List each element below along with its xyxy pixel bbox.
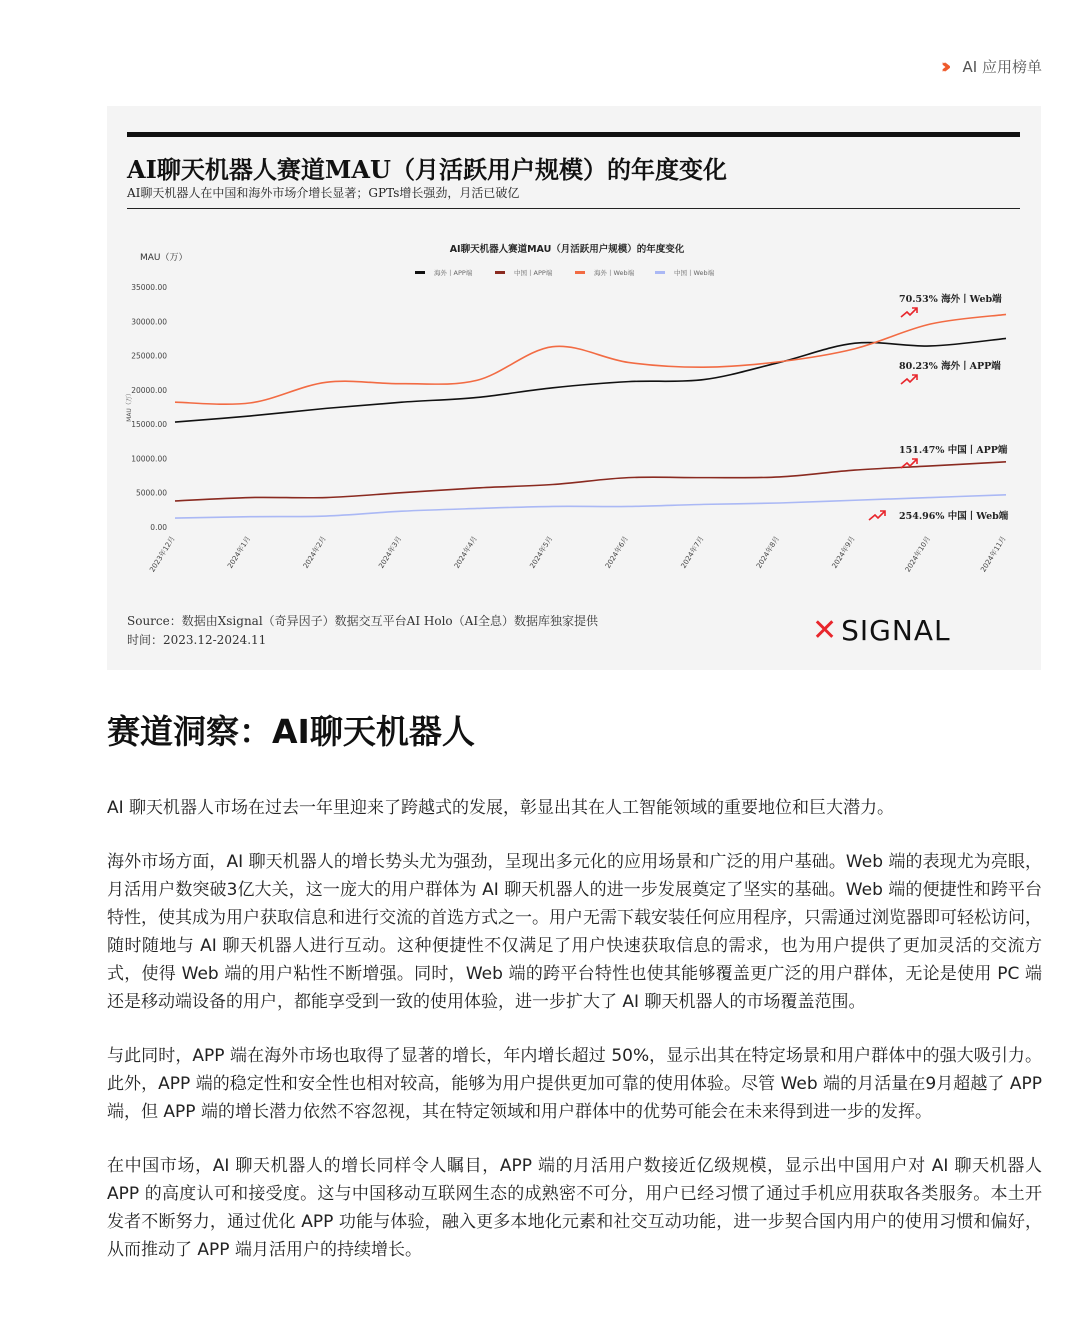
x-tick-label: 2024年5月 xyxy=(528,534,555,570)
series-line-0 xyxy=(175,338,1006,422)
legend-label: 中国丨APP端 xyxy=(514,269,553,277)
y-tick-label: 5000.00 xyxy=(135,488,167,498)
x-tick-label: 2024年2月 xyxy=(301,534,328,570)
series-line-2 xyxy=(175,314,1006,404)
line-chart xyxy=(107,106,1041,670)
article-heading: 赛道洞察：AI聊天机器人 xyxy=(107,712,475,751)
x-tick-label: 2024年9月 xyxy=(830,534,857,570)
annotation-label: 254.96% 中国丨Web端 xyxy=(899,511,1009,522)
legend-label: 海外丨Web端 xyxy=(594,269,635,277)
legend-swatch xyxy=(495,271,505,274)
card-title: AI聊天机器人赛道MAU（月活跃用户规模）的年度变化 xyxy=(127,155,727,184)
xsignal-logo xyxy=(812,613,951,648)
annotation-label: 80.23% 海外丨APP端 xyxy=(899,361,1001,372)
paragraph: 在中国市场，AI 聊天机器人的增长同样令人瞩目，APP 端的月活用户数接近亿级规模，显示出中国用户对 AI 聊天机器人 APP 的高度认可和接受度。这与中国移动互联网生态的成熟密不可分，用户已经习惯了通过手机应用获取各类服务。本土开发者不断努力，通过优化 APP 功能与体验，融入更多本地化元素和社交互动功能，进一步契合国内用户的使用习惯和偏好，从而推动了 APP 端月活用户的持续增长。 xyxy=(107,1156,1042,1260)
chart-inner-title: AI聊天机器人赛道MAU（月活跃用户规模）的年度变化 xyxy=(449,244,685,255)
section-label: AI 应用榜单 xyxy=(962,57,1042,76)
legend-swatch xyxy=(575,271,585,274)
source-note xyxy=(127,612,598,650)
annotation-label: 70.53% 海外丨Web端 xyxy=(899,294,1002,305)
paragraph: 与此同时，APP 端在海外市场也取得了显著的增长，年内增长超过 50%，显示出其在特定场景和用户群体中的强大吸引力。此外，APP 端的稳定性和安全性也相对较高，能够为用户提供更加可靠的使用体验。尽管 Web 端的月活量在9月超越了 APP 端，但 APP 端的增长潜力依然不容忽视，其在特定领域和用户群体中的优势可能会在未来得到进一步的发挥。 xyxy=(107,1046,1042,1122)
y-axis-label: MAU（万） xyxy=(126,390,133,422)
y-axis-label-top: MAU（万） xyxy=(140,253,188,263)
card-subtitle: AI聊天机器人在中国和海外市场介增长显著；GPTs增长强劲，月活已破亿 xyxy=(127,186,520,200)
section-header xyxy=(941,54,1042,78)
x-tick-label: 2024年1月 xyxy=(226,534,253,570)
x-tick-label: 2024年8月 xyxy=(755,534,782,570)
x-tick-label: 2024年11月 xyxy=(979,534,1008,574)
trend-up-icon xyxy=(901,375,917,384)
y-tick-label: 35000.00 xyxy=(131,283,167,292)
source-text: Source：数据由Xsignal（奇异因子）数据交互平台AI Holo（AI全息）数据库独家提供 xyxy=(127,614,599,628)
article-body xyxy=(107,794,1042,1290)
legend-label: 海外丨APP端 xyxy=(434,269,473,277)
trend-up-icon xyxy=(901,308,917,317)
x-logo-mark: ✕ xyxy=(812,613,838,648)
trend-up-icon xyxy=(869,511,885,520)
annotation-label: 151.47% 中国丨APP端 xyxy=(899,445,1008,456)
x-tick-label: 2024年4月 xyxy=(452,534,479,570)
y-tick-label: 30000.00 xyxy=(131,317,167,327)
y-tick-label: 10000.00 xyxy=(131,454,167,464)
y-tick-label: 15000.00 xyxy=(131,420,167,430)
x-tick-label: 2024年6月 xyxy=(603,534,630,570)
series-line-1 xyxy=(175,462,1006,501)
logo-wordmark: SIGNAL xyxy=(841,614,951,647)
y-tick-label: 0.00 xyxy=(150,523,167,532)
period-text: 时间：2023.12-2024.11 xyxy=(127,633,267,647)
y-tick-label: 20000.00 xyxy=(131,385,167,395)
x-tick-label: 2024年10月 xyxy=(903,534,933,574)
legend-label: 中国丨Web端 xyxy=(674,269,715,277)
x-tick-label: 2024年7月 xyxy=(679,534,706,570)
y-tick-label: 25000.00 xyxy=(131,351,167,361)
x-tick-label: 2023年12月 xyxy=(148,534,177,574)
legend-swatch xyxy=(655,271,665,274)
chart-card xyxy=(107,106,1041,670)
legend-swatch xyxy=(415,271,425,274)
double-chevron-right-icon: ››› xyxy=(940,54,945,78)
paragraph: AI 聊天机器人市场在过去一年里迎来了跨越式的发展，彰显出其在人工智能领域的重要地位和巨大潜力。 xyxy=(107,798,895,818)
x-tick-label: 2024年3月 xyxy=(377,534,404,570)
paragraph: 海外市场方面，AI 聊天机器人的增长势头尤为强劲，呈现出多元化的应用场景和广泛的用户基础。Web 端的表现尤为亮眼，月活用户数突破3亿大关，这一庞大的用户群体为 AI 聊天机器人的进一步发展奠定了坚实的基础。Web 端的便捷性和跨平台特性，使其成为用户获取信息和进行交流的首选方式之一。用户无需下载安装任何应用程序，只需通过浏览器即可轻松访问，随时随地与 AI 聊天机器人进行互动。这种便捷性不仅满足了用户快速获取信息的需求，也为用户提供了更加灵活的交流方式，使得 Web 端的用户粘性不断增强。同时，Web 端的跨平台特性也使其能够覆盖更广泛的用户群体，无论是使用 PC 端还是移动端设备的用户，都能享受到一致的使用体验，进一步扩大了 AI 聊天机器人的市场覆盖范围。 xyxy=(107,852,1042,1012)
